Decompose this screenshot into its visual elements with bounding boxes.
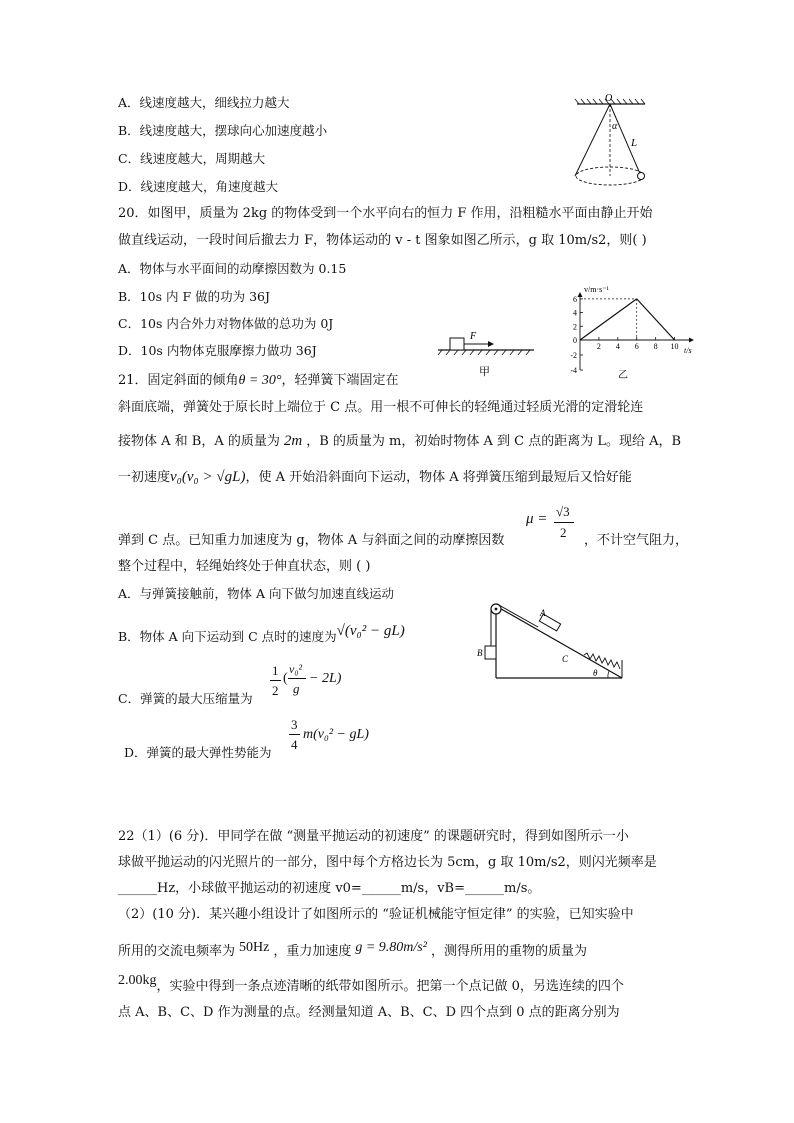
q21-option-c: C．弹簧的最大压缩量为 [118,691,253,706]
q21-line1 [118,372,399,390]
q21-mu-fraction-bar [554,522,574,523]
q22-line2-text-b: ，重力加速度 [273,944,352,959]
q21-line1-text-b: ，轻弹簧下端固定在 [281,373,399,388]
incline-pulley-figure [476,596,626,686]
q21-option-c-tail: − 2L) [309,671,342,686]
q21-option-d: D．弹簧的最大弹性势能为 [124,745,272,760]
x-tick-label: 10 [670,342,679,351]
x-tick-label: 4 [615,342,620,351]
q22-part1-line3: ______Hz，小球做平抛运动的初速度 v0=______m/s，vB=______m/s。 [118,881,541,896]
q21-mu-numerator: √3 [556,504,570,519]
q22-frequency: 50Hz [239,940,270,955]
y-tick-label: -4 [570,366,577,375]
q21-line3-text-a: 接物体 A 和 B，A 的质量为 [118,434,280,449]
q19-option-b: B．线速度越大，摆球向心加速度越小 [118,123,328,138]
q21-option-d-den: 4 [291,737,298,752]
q21-line3-text-b: ，B 的质量为 m，初始时物体 A 到 C 点的距离为 L。现给 A，B [306,434,682,449]
caption-yi: 乙 [618,370,628,380]
label-o: O [605,93,613,104]
label-c: C [562,654,569,664]
q21-mass-a: 2m [283,433,303,449]
q21-mu-denominator: 2 [560,525,567,540]
q21-line2: 斜面底端，弹簧处于原长时上端位于 C 点。用一根不可伸长的轻绳通过轻质光滑的定滑轮连 [118,400,644,415]
q22-line2-text-c: ，测得所用的重物的质量为 [430,944,587,959]
q19-option-a: A．线速度越大，细线拉力越大 [118,95,290,110]
q22-gravity: g = 9.80m/s² [355,940,427,955]
force-label: F [470,331,477,342]
q21-option-d-bar [289,734,300,735]
q22-part1-line2: 球做平抛运动的闪光照片的一部分，图中每个方格边长为 5cm，g 取 10m/s2，则闪光频率是 [118,855,657,870]
q21-option-c-v0sq: v₀² [289,662,303,676]
q22-line2-text-a: 所用的交流电频率为 [118,944,236,959]
q22-part2-line4: 点 A、B、C、D 作为测量的点。经测量知道 A、B、C、D 四个点到 0 点的距离分别为 [118,1005,620,1020]
q21-option-c-paren: ( [283,671,288,686]
q21-mu-symbol: μ = [526,511,548,527]
label-alpha: α [612,121,618,132]
q19-option-c: C．线速度越大，周期越大 [118,151,266,166]
y-axis-arrow [578,292,583,297]
q22-mass: 2.00kg [118,973,157,988]
q20-option-c: C．10s 内合外力对物体做的总功为 0J [118,316,334,331]
vt-line-segment [637,299,675,340]
q21-line1-text-a: 21．固定斜面的倾角 [118,373,239,388]
label-l: L [631,137,638,149]
q21-option-a: A．与弹簧接触前，物体 A 向下做匀加速直线运动 [118,586,395,601]
x-tick-label: 2 [596,342,601,351]
q22-part2-line2 [118,940,587,961]
x-axis-arrow [689,338,694,343]
chart-xlabel: t/s [684,346,692,355]
q21-initial-velocity: v₀(v₀ > √gL) [170,469,246,485]
q19-option-d: D．线速度越大，角速度越大 [118,179,279,194]
chart-ylabel: v/m·s⁻¹ [584,285,609,294]
q21-option-b-math: √(v₀² − gL) [336,623,405,639]
label-a: A [540,608,546,618]
q22-part2-line3 [118,973,624,996]
q21-theta-value: θ = 30° [238,373,282,388]
q21-option-b [118,623,405,646]
x-tick-label: 8 [653,342,658,351]
q21-line4-text-b: ，使 A 开始沿斜面向下运动，物体 A 将弹簧压缩到最短后又恰好能 [245,470,632,485]
q21-option-b-text: B．物体 A 向下运动到 C 点时的速度为 [118,629,337,644]
label-theta: θ [593,668,598,678]
q21-line4-text-a: 一初速度 [118,470,171,485]
conical-pendulum-figure [565,92,655,192]
q21-option-c-num: 1 [272,663,279,678]
q21-line5: 弹到 C 点。已知重力加速度为 g，物体 A 与斜面之间的动摩擦因数 [118,533,505,548]
q20-option-b: B．10s 内 F 做的功为 36J [118,289,270,304]
q21-line3 [118,432,681,451]
q22-part2-line1: （2）(10 分)．某兴趣小组设计了如图所示的 “验证机械能守恒定律” 的实验，已知实验中 [118,907,634,922]
q20-stem-line2: 做直线运动，一段时间后撤去力 F，物体运动的 v - t 图象如图乙所示，g 取 10m/s2，则( ) [118,233,647,248]
q22-part1-line1: 22（1）(6 分)．甲同学在做 “测量平抛运动的初速度” 的课题研究时，得到如图所示一小 [118,829,629,844]
vt-line-segment [580,299,637,340]
y-tick-label: 0 [573,336,577,345]
q21-option-d-num: 3 [291,717,298,732]
y-tick-label: 6 [573,294,577,304]
q21-line6: 整个过程中，轻绳始终处于伸直状态，则 ( ) [118,559,371,574]
q20-option-a: A．物体与水平面间的动摩擦因数为 0.15 [118,261,347,276]
q20-option-d: D．10s 内物体克服摩擦力做功 36J [118,343,317,358]
q21-option-c-g: g [293,681,300,696]
q21-line4 [118,468,632,487]
q21-line5-tail: ，不计空气阻力， [584,533,689,548]
vt-chart [560,282,705,380]
label-b: B [477,648,483,658]
q21-option-d-rest: m(v₀² − gL) [303,727,369,742]
q21-option-c-den: 2 [272,683,279,698]
y-tick-label: 4 [573,308,577,318]
q20-stem-line1: 20．如图甲，质量为 2kg 的物体受到一个水平向右的恒力 F 作用，沿粗糙水平面由静止开始 [118,206,653,221]
q22-line3-text: ，实验中得到一条点迹清晰的纸带如图所示。把第一个点记做 0，另选连续的四个 [156,979,624,994]
x-tick-label: 6 [634,342,639,351]
y-tick-label: 2 [573,322,577,332]
block-on-surface-figure [436,325,536,377]
q21-option-c-bar2 [288,678,306,679]
caption-jia: 甲 [479,366,490,377]
y-tick-label: -2 [570,351,577,360]
q21-option-c-bar1 [270,680,281,681]
